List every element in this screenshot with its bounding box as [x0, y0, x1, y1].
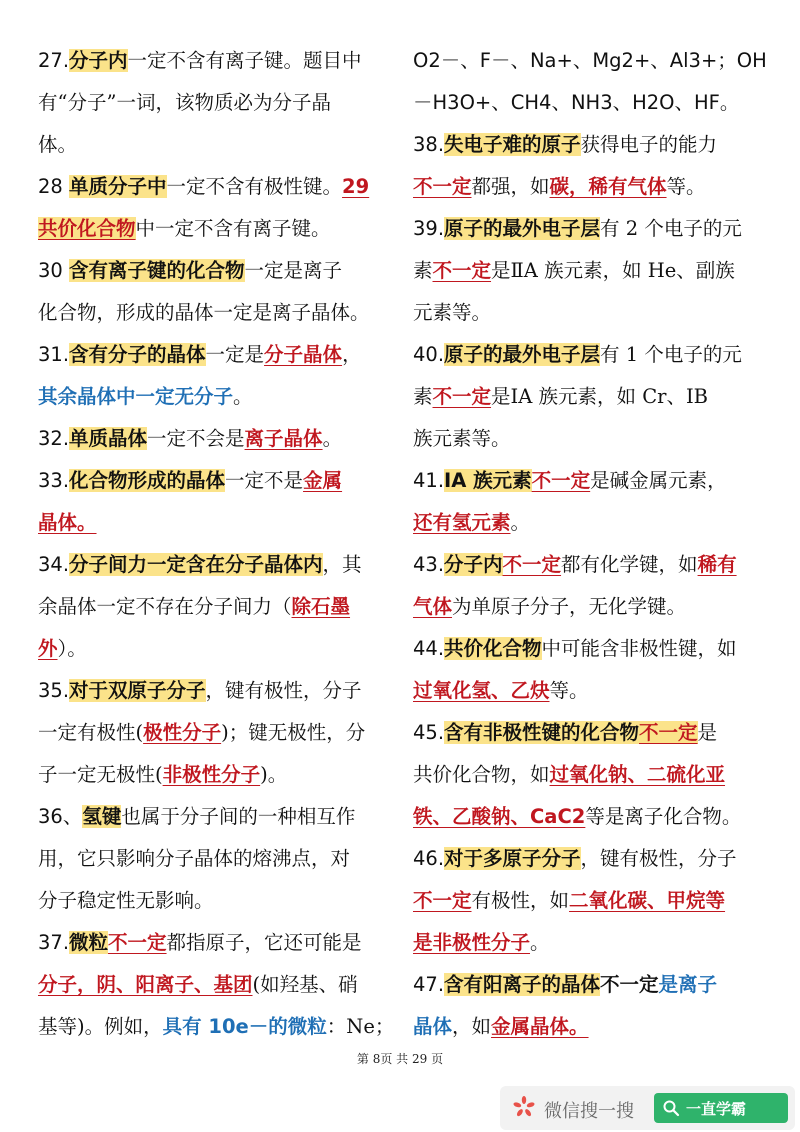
text-segment: 其余晶体中一定无分子 [38, 385, 234, 408]
text-segment: 一定有极性( [38, 721, 144, 744]
right-column-line [413, 40, 765, 82]
left-column-line [38, 544, 390, 586]
text-segment: 金属晶体。 [491, 1015, 589, 1038]
text-segment: 27. [38, 49, 70, 72]
text-segment: 34. [38, 553, 70, 576]
text-segment: ，键有极性，分子 [205, 679, 362, 702]
text-segment: 含有非极性键的化合物 [444, 721, 640, 744]
right-column-line [413, 922, 765, 964]
text-segment: 一定不含有离子键。题目中 [127, 49, 362, 72]
text-segment: 子一定无极性( [38, 763, 163, 786]
right-column-line [413, 376, 765, 418]
left-column-line [38, 376, 390, 418]
text-segment: 非极性分子 [162, 763, 261, 786]
wechat-search-watermark [500, 1086, 795, 1130]
text-segment: 29 [342, 175, 370, 198]
text-segment: 一定不是 [225, 469, 304, 492]
text-segment: 微粒 [69, 931, 109, 954]
page-footer: 第 8页 共 29 页 [356, 1052, 444, 1066]
text-segment: 分子晶体 [264, 343, 343, 366]
text-segment: 离子晶体 [244, 427, 323, 450]
right-column-line [413, 838, 765, 880]
text-segment: 不一定 [531, 469, 591, 492]
text-segment: 40. [413, 343, 445, 366]
text-segment: 稀有 [697, 553, 737, 576]
text-segment: (如羟基、硝 [252, 973, 358, 996]
text-segment: 45. [413, 721, 445, 744]
text-segment: 失电子难的原子 [444, 133, 581, 156]
text-segment: 43. [413, 553, 445, 576]
text-segment: ，如 [452, 1015, 492, 1038]
text-segment: 还有氢元素 [413, 511, 511, 534]
text-segment: 35. [38, 679, 70, 702]
text-segment: 分子内 [444, 553, 503, 576]
text-segment: 37. [38, 931, 70, 954]
text-segment: 是非极性分子 [413, 931, 531, 954]
right-column-line [413, 964, 765, 1006]
text-segment: 38. [413, 133, 445, 156]
left-column-line [38, 754, 390, 796]
text-segment: 。 [233, 385, 253, 408]
watermark-text: 微信搜一搜 [544, 1101, 634, 1122]
text-segment: 不一定 [108, 931, 167, 954]
text-segment: 元素等。 [413, 301, 492, 324]
left-column-line [38, 124, 390, 166]
text-segment: 是ⅡA 族元素，如 He、副族 [491, 259, 735, 282]
right-column-line [413, 418, 765, 460]
text-segment: 一定不会是 [147, 427, 245, 450]
text-segment: 47. [413, 973, 445, 996]
text-segment: 分子稳定性无影响。 [38, 889, 214, 912]
right-column-line [413, 796, 765, 838]
left-column-line [38, 250, 390, 292]
text-segment: 共价化合物 [38, 217, 136, 240]
text-segment: 不一定 [432, 259, 492, 282]
left-column-line [38, 670, 390, 712]
text-segment: 一定是 [205, 343, 265, 366]
right-column-line [413, 754, 765, 796]
text-segment: 原子的最外电子层 [444, 217, 601, 240]
text-segment: 也属于分子间的一种相互作 [121, 805, 356, 828]
text-segment: 中可能含非极性键，如 [541, 637, 737, 660]
text-segment: 30 [38, 259, 70, 282]
text-segment: 晶体 [413, 1015, 453, 1038]
left-column-line [38, 418, 390, 460]
text-segment: O2－、F－、Na+、Mg2+、Al3+；OH [413, 49, 767, 72]
text-segment: 。 [510, 511, 531, 534]
text-segment: 对于多原子分子 [444, 847, 581, 870]
right-column-line [413, 166, 765, 208]
search-button-label: 一直学霸 [686, 1100, 747, 1118]
text-segment: 体。 [38, 133, 78, 156]
text-segment: ，键有极性，分子 [580, 847, 737, 870]
right-column-line [413, 82, 765, 124]
text-segment: ⅠA 族元素 [444, 469, 532, 492]
text-segment: 余晶体一定不存在分子间力（ [38, 595, 292, 618]
right-column-line [413, 460, 765, 502]
left-column-line [38, 502, 390, 544]
text-segment: 铁、乙酸钠、CaC2 [413, 805, 586, 828]
right-column-line [413, 208, 765, 250]
text-segment: －H3O+、CH4、NH3、H2O、HF。 [413, 91, 740, 114]
text-segment: 含有阳离子的晶体 [444, 973, 601, 996]
text-segment: 不一定 [502, 553, 562, 576]
text-segment: 氢键 [82, 805, 122, 828]
text-segment: 素 [413, 385, 433, 408]
right-column [413, 40, 765, 1048]
text-segment: 碳，稀有气体 [549, 175, 667, 198]
left-column-line [38, 82, 390, 124]
text-segment: 。 [322, 427, 343, 450]
text-segment: 都指原子，它还可能是 [166, 931, 362, 954]
text-segment: 单质分子中 [69, 175, 167, 198]
left-column-line [38, 922, 390, 964]
text-segment: 36、 [38, 805, 83, 828]
search-icon [662, 1099, 680, 1117]
text-segment: 晶体。 [38, 511, 97, 534]
text-segment: 等。 [666, 175, 706, 198]
text-segment: 过氧化氢、乙炔 [413, 679, 550, 702]
text-segment: 具有 10e－的微粒 [162, 1015, 327, 1038]
left-column-line [38, 880, 390, 922]
right-column-line [413, 502, 765, 544]
text-segment: )；键无极性，分 [221, 721, 366, 744]
text-segment: 41. [413, 469, 445, 492]
text-segment: 44. [413, 637, 445, 660]
left-column-line [38, 166, 390, 208]
text-segment: 有“分子”一词，该物质必为分子晶 [38, 91, 331, 114]
text-segment: 都强，如 [471, 175, 550, 198]
right-column-line [413, 880, 765, 922]
left-column-line [38, 964, 390, 1006]
left-column-line [38, 292, 390, 334]
text-segment: 除石墨 [291, 595, 351, 618]
text-segment: 极性分子 [143, 721, 222, 744]
text-segment: 32. [38, 427, 70, 450]
text-segment: 不一定 [639, 721, 698, 744]
left-column-line [38, 838, 390, 880]
text-segment: 都有化学键，如 [561, 553, 698, 576]
text-segment: ， [342, 343, 362, 366]
right-column-line [413, 586, 765, 628]
left-column-line [38, 712, 390, 754]
text-segment: 33. [38, 469, 70, 492]
text-segment: 含有分子的晶体 [69, 343, 206, 366]
text-segment: 不一定 [413, 889, 472, 912]
text-segment: 对于双原子分子 [69, 679, 206, 702]
text-segment: ，其 [322, 553, 362, 576]
text-segment: 不一定 [600, 973, 659, 996]
text-segment: 气体 [413, 595, 453, 618]
text-segment: 一定是离子 [244, 259, 343, 282]
right-column-line [413, 544, 765, 586]
right-column-line [413, 628, 765, 670]
left-column-line [38, 334, 390, 376]
left-column [38, 40, 395, 1048]
text-segment: 族元素等。 [413, 427, 511, 450]
text-segment: 为单原子分子，无化学键。 [452, 595, 687, 618]
right-column-line [413, 1006, 765, 1048]
text-segment: 共价化合物 [444, 637, 542, 660]
left-column-line [38, 460, 390, 502]
left-column-line [38, 208, 390, 250]
left-column-line [38, 628, 390, 670]
text-segment: 39. [413, 217, 445, 240]
search-button[interactable] [654, 1093, 788, 1123]
text-segment: 分子，阴、阳离子、基团 [38, 973, 253, 996]
left-column-line [38, 796, 390, 838]
wechat-search-icon [512, 1095, 536, 1119]
text-segment: ：Ne； [326, 1015, 395, 1038]
right-column-line [413, 334, 765, 376]
text-segment: )。 [260, 763, 288, 786]
text-segment: 外 [38, 637, 58, 660]
text-segment: 有极性，如 [471, 889, 570, 912]
text-segment: 获得电子的能力 [580, 133, 718, 156]
left-column-line [38, 586, 390, 628]
text-segment: 等。 [549, 679, 589, 702]
text-segment: 有 2 个电子的元 [600, 217, 742, 240]
right-column-line [413, 292, 765, 334]
text-segment: 二氧化碳、甲烷等 [569, 889, 726, 912]
text-segment: 28 [38, 175, 70, 198]
text-segment: 金属 [303, 469, 343, 492]
text-segment: 31. [38, 343, 70, 366]
text-segment: 46. [413, 847, 445, 870]
text-segment: 素 [413, 259, 433, 282]
text-segment: 分子间力一定含在分子晶体内 [69, 553, 323, 576]
text-segment: 不一定 [432, 385, 492, 408]
text-segment: 用，它只影响分子晶体的熔沸点，对 [38, 847, 351, 870]
text-segment: 过氧化钠、二硫化亚 [549, 763, 726, 786]
text-segment: 是 [697, 721, 718, 744]
text-segment: 单质晶体 [69, 427, 148, 450]
text-segment: 原子的最外电子层 [444, 343, 601, 366]
text-segment: 中一定不含有离子键。 [135, 217, 331, 240]
right-column-line [413, 124, 765, 166]
left-column-line [38, 1006, 395, 1048]
text-segment: 不一定 [413, 175, 472, 198]
text-segment: 是碱金属元素， [590, 469, 727, 492]
text-segment: 有 1 个电子的元 [600, 343, 742, 366]
right-column-line [413, 712, 765, 754]
text-segment: 共价化合物，如 [413, 763, 550, 786]
text-segment: 一定不含有极性键。 [166, 175, 343, 198]
text-segment: 。 [530, 931, 550, 954]
text-segment: 基等)。例如， [38, 1015, 163, 1038]
text-segment: ）。 [57, 637, 87, 660]
left-column-line [38, 40, 390, 82]
text-segment: 化合物，形成的晶体一定是离子晶体。 [38, 301, 370, 324]
text-segment: 化合物形成的晶体 [69, 469, 226, 492]
right-column-line [413, 670, 765, 712]
text-segment: 是离子 [658, 973, 718, 996]
text-segment: 含有离子键的化合物 [69, 259, 245, 282]
text-segment: 是ⅠA 族元素，如 Cr、ⅠB [491, 385, 708, 408]
text-segment: 等是离子化合物。 [585, 805, 742, 828]
text-segment: 分子内 [69, 49, 128, 72]
right-column-line [413, 250, 765, 292]
